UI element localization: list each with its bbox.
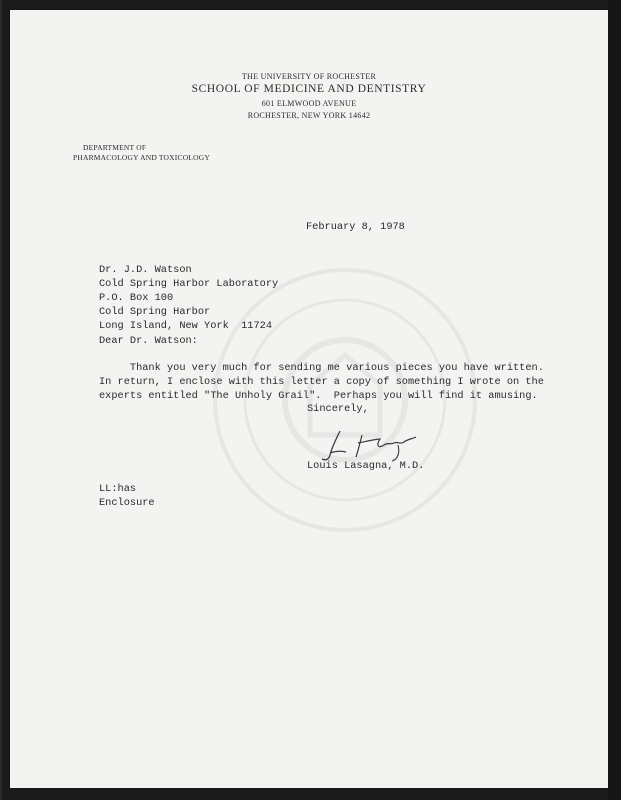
salutation: Dear Dr. Watson: [99, 335, 198, 347]
closing: Sincerely, [307, 403, 369, 415]
reference-initials: LL:has [99, 483, 137, 495]
department-line-1: DEPARTMENT OF [83, 143, 147, 152]
recipient-line: Long Island, New York 11724 [99, 320, 273, 332]
letter-sheet [10, 10, 608, 788]
city-address: ROCHESTER, NEW YORK 14642 [247, 111, 371, 120]
handwritten-signature [318, 425, 428, 465]
recipient-line: Cold Spring Harbor Laboratory [99, 278, 279, 290]
letter-date: February 8, 1978 [306, 221, 405, 233]
right-background-edge [608, 0, 621, 800]
body-line: In return, I enclose with this letter a copy of something I wrote on the [99, 376, 544, 388]
recipient-line: Dr. J.D. Watson [99, 264, 192, 276]
street-address: 601 ELMWOOD AVENUE [261, 99, 357, 108]
recipient-line: Cold Spring Harbor [99, 306, 211, 318]
recipient-line: P.O. Box 100 [99, 292, 174, 304]
signer-name: Louis Lasagna, M.D. [307, 460, 425, 472]
school-name: SCHOOL OF MEDICINE AND DENTISTRY [191, 83, 427, 95]
department-line-2: PHARMACOLOGY AND TOXICOLOGY [73, 153, 210, 162]
enclosure-note: Enclosure [99, 497, 155, 509]
body-line: Thank you very much for sending me various pieces you have written. [99, 362, 544, 374]
university-name: THE UNIVERSITY OF ROCHESTER [241, 72, 377, 81]
body-line: experts entitled "The Unholy Grail". Perhaps you will find it amusing. [99, 390, 538, 402]
